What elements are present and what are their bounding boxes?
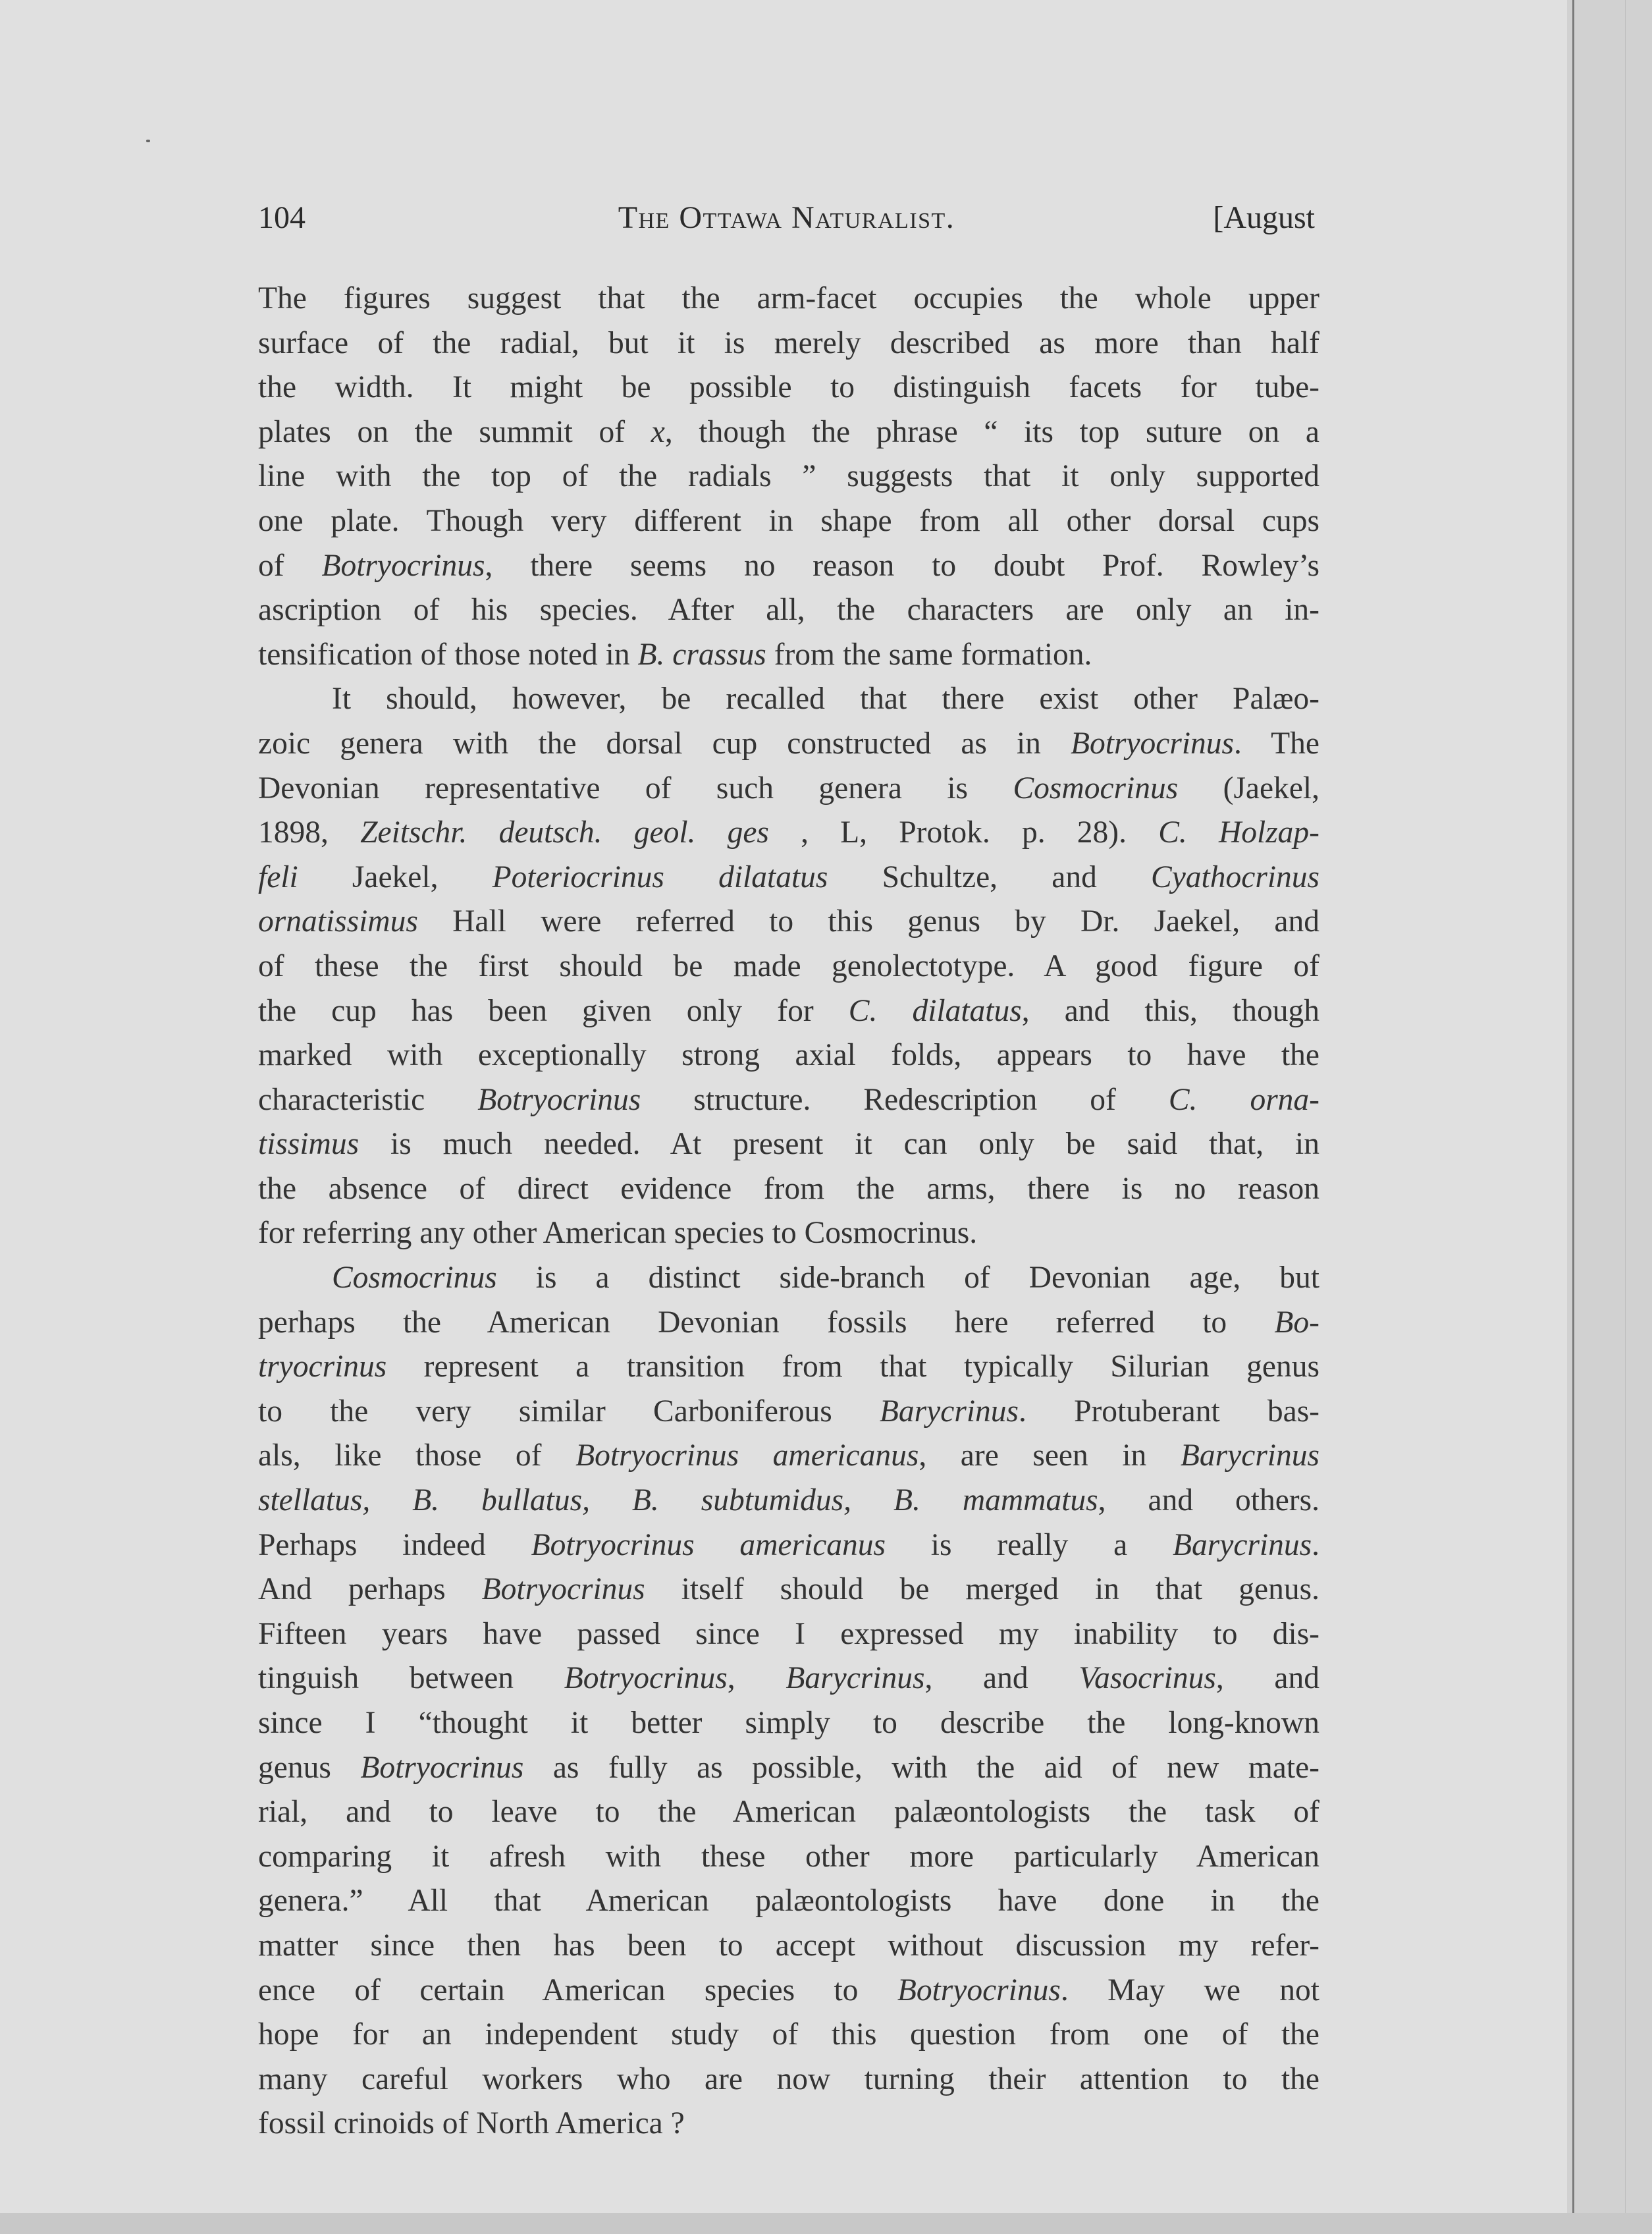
text-line (258, 1879, 1319, 1924)
text-run: And perhaps (258, 1572, 482, 1607)
text-run: Hall were referred to this genus by Dr. Jaekel, and (417, 904, 1319, 939)
italic-term: Botryocrinus americanus (575, 1438, 919, 1473)
journal-title: The Ottawa Naturalist. (618, 200, 955, 235)
text-run: surface of the radial, but it is merely described as more than half (258, 325, 1319, 360)
italic-term: tissimus (258, 1127, 360, 1162)
text-run: Jaekel, (298, 859, 493, 894)
text-run: , (727, 1661, 786, 1696)
text-run: the absence of direct evidence from the arms, there is no reason (258, 1171, 1319, 1206)
italic-term: Botryocrinus (481, 1572, 645, 1607)
text-run: matter since then has been to accept without discussion my refer- (258, 1928, 1319, 1963)
text-run: (Jaekel, (1178, 771, 1319, 805)
text-line (258, 1924, 1319, 1969)
text-run: represent a transition from that typically Silurian genus (386, 1349, 1319, 1384)
text-line (258, 1746, 1319, 1791)
text-run: rial, and to leave to the American palæontologists the task of (258, 1795, 1319, 1830)
italic-term: C. dilatatus (848, 993, 1022, 1028)
italic-term: tryocrinus (258, 1349, 387, 1384)
italic-term: Cyathocrinus (1151, 859, 1319, 894)
text-line (258, 410, 1319, 455)
text-line (258, 1078, 1319, 1123)
text-run: to the very similar Carboniferous (258, 1394, 880, 1429)
text-line (258, 1211, 1319, 1256)
text-run: Schultze, and (828, 859, 1152, 894)
text-run: als, like those of (258, 1438, 576, 1473)
text-run: ence of certain American species to (258, 1973, 897, 2007)
text-line (258, 1345, 1319, 1390)
text-line (258, 722, 1319, 767)
body-text (258, 277, 1319, 2146)
italic-term: feli (258, 859, 298, 894)
text-run: Perhaps indeed (258, 1527, 531, 1562)
text-run: 1898, (258, 815, 361, 850)
text-run: hope for an independent study of this question from one of the (258, 2017, 1319, 2052)
italic-term: Botryocrinus (321, 548, 485, 583)
text-run: It should, however, be recalled that there exist other Palæo- (332, 682, 1319, 717)
page-number: 104 (258, 200, 306, 235)
italic-term: Botryocrinus (360, 1750, 524, 1785)
text-line (258, 811, 1319, 856)
text-run: The figures suggest that the arm-facet occupies the whole upper (258, 281, 1319, 315)
text-line (258, 1479, 1319, 1523)
text-run: as fully as possible, with the aid of new mate- (523, 1750, 1319, 1785)
text-run: one plate. Though very different in shape from all other dorsal cups (258, 503, 1319, 538)
text-line (258, 1523, 1319, 1568)
text-line (258, 1390, 1319, 1434)
text-line (258, 1701, 1319, 1746)
text-line (258, 900, 1319, 944)
text-run: characteristic (258, 1082, 478, 1117)
text-line (258, 588, 1319, 633)
text-run: perhaps the American Devonian fossils here referred to (258, 1305, 1275, 1340)
text-run: . (1312, 1527, 1319, 1562)
text-run: , and (1215, 1661, 1319, 1696)
text-line (258, 2057, 1319, 2102)
text-run: , and this, though (1021, 993, 1319, 1028)
text-run: fossil crinoids of North America ? (258, 2106, 685, 2141)
text-run: for referring any other American species to Cosmocrinus. (258, 1216, 978, 1251)
italic-term: ornatissimus (258, 904, 418, 939)
italic-term: Botryocrinus (564, 1661, 728, 1696)
text-run: itself should be merged in that genus. (645, 1572, 1319, 1607)
paragraph (258, 677, 1319, 1256)
text-run: , are seen in (919, 1438, 1181, 1473)
italic-term: stellatus, B. bullatus, B. subtumidus, B. mammatus (258, 1483, 1098, 1518)
italic-term: Botryocrinus americanus (531, 1527, 886, 1562)
text-run: since I “thought it better simply to describe the long-known (258, 1706, 1319, 1740)
text-line (258, 633, 1319, 678)
italic-term: Bo- (1274, 1305, 1319, 1340)
text-line (258, 499, 1319, 544)
text-line (258, 1301, 1319, 1346)
italic-term: Poteriocrinus dilatatus (492, 859, 828, 894)
text-run: structure. Redescription of (641, 1082, 1169, 1117)
dust-speck (146, 140, 150, 142)
book-edge (1567, 0, 1652, 2234)
text-run: marked with exceptionally strong axial folds, appears to have the (258, 1038, 1319, 1073)
text-line (258, 1612, 1319, 1657)
text-run: , L, Protok. p. 28). (768, 815, 1159, 850)
text-run: of (258, 548, 322, 583)
text-line (258, 1567, 1319, 1612)
text-run: ascription of his species. After all, the characters are only an in- (258, 593, 1319, 628)
text-run: line with the top of the radials ” suggests that it only supported (258, 459, 1319, 494)
text-run: , there seems no reason to doubt Prof. Rowley’s (485, 548, 1319, 583)
italic-term: Botryocrinus (1071, 726, 1235, 761)
text-run: genera.” All that American palæontologists have done in the (258, 1884, 1319, 1919)
text-line (258, 454, 1319, 499)
text-run: is a distinct side-branch of Devonian age, but (496, 1261, 1319, 1295)
italic-term: B. crassus (637, 637, 766, 672)
italic-term: Barycrinus (1180, 1438, 1319, 1473)
text-run: comparing it afresh with these other more particularly American (258, 1839, 1319, 1874)
text-line (258, 544, 1319, 589)
paragraph (258, 1256, 1319, 2146)
italic-term: Barycrinus (786, 1661, 925, 1696)
italic-term: Barycrinus (1173, 1527, 1312, 1562)
text-run: , though the phrase “ its top suture on a (664, 414, 1319, 449)
text-line (258, 1256, 1319, 1301)
italic-term: Barycrinus (879, 1394, 1019, 1429)
italic-term: Botryocrinus (897, 1973, 1061, 2007)
text-run: the width. It might be possible to distinguish facets for tube- (258, 370, 1319, 405)
text-line (258, 1122, 1319, 1167)
text-run: Fifteen years have passed since I expressed my inability to dis- (258, 1616, 1319, 1651)
text-run: from the same formation. (766, 637, 1092, 672)
text-run: tinguish between (258, 1661, 564, 1696)
book-edge-line-inner (1625, 0, 1626, 2234)
text-line (258, 2102, 1319, 2146)
italic-term: Botryocrinus (477, 1082, 641, 1117)
text-line (258, 677, 1319, 722)
paragraph (258, 277, 1319, 677)
text-line (258, 1969, 1319, 2013)
text-line (258, 1167, 1319, 1212)
text-run: plates on the summit of (258, 414, 651, 449)
italic-term: Vasocrinus (1079, 1661, 1216, 1696)
text-run: , and (924, 1661, 1079, 1696)
text-line (258, 767, 1319, 811)
text-run: . The (1234, 726, 1319, 761)
text-line (258, 2013, 1319, 2057)
text-line (258, 944, 1319, 989)
text-run: many careful workers who are now turning their attention to the (258, 2061, 1319, 2096)
italic-term: Zeitschr. deutsch. geol. ges (360, 815, 769, 850)
page-bottom-shadow (0, 2213, 1652, 2234)
book-edge-line (1572, 0, 1574, 2234)
italic-term: Cosmocrinus (332, 1261, 497, 1295)
issue-month: [August (1213, 200, 1315, 235)
text-run: of these the first should be made genolectotype. A good figure of (258, 948, 1319, 983)
text-line (258, 277, 1319, 321)
text-run: is much needed. At present it can only be said that, in (359, 1127, 1319, 1162)
text-line (258, 1835, 1319, 1880)
text-run: is really a (886, 1527, 1173, 1562)
text-line (258, 1790, 1319, 1835)
text-line (258, 366, 1319, 410)
text-line (258, 1434, 1319, 1479)
text-line (258, 1033, 1319, 1078)
text-run: the cup has been given only for (258, 993, 849, 1028)
text-run: genus (258, 1750, 361, 1785)
text-run: Devonian representative of such genera is (258, 771, 1013, 805)
italic-term: C. Holzap- (1158, 815, 1319, 850)
text-line (258, 856, 1319, 900)
text-run: zoic genera with the dorsal cup constructed as in (258, 726, 1071, 761)
text-run: , and others. (1098, 1483, 1319, 1518)
text-run: tensification of those noted in (258, 637, 638, 672)
text-line (258, 1656, 1319, 1701)
text-line (258, 321, 1319, 366)
running-head (258, 200, 1315, 242)
italic-term: x (651, 414, 665, 449)
text-run: . May we not (1060, 1973, 1319, 2007)
text-run: . Protuberant bas- (1019, 1394, 1319, 1429)
italic-term: Cosmocrinus (1013, 771, 1179, 805)
text-line (258, 989, 1319, 1034)
italic-term: C. orna- (1168, 1082, 1319, 1117)
